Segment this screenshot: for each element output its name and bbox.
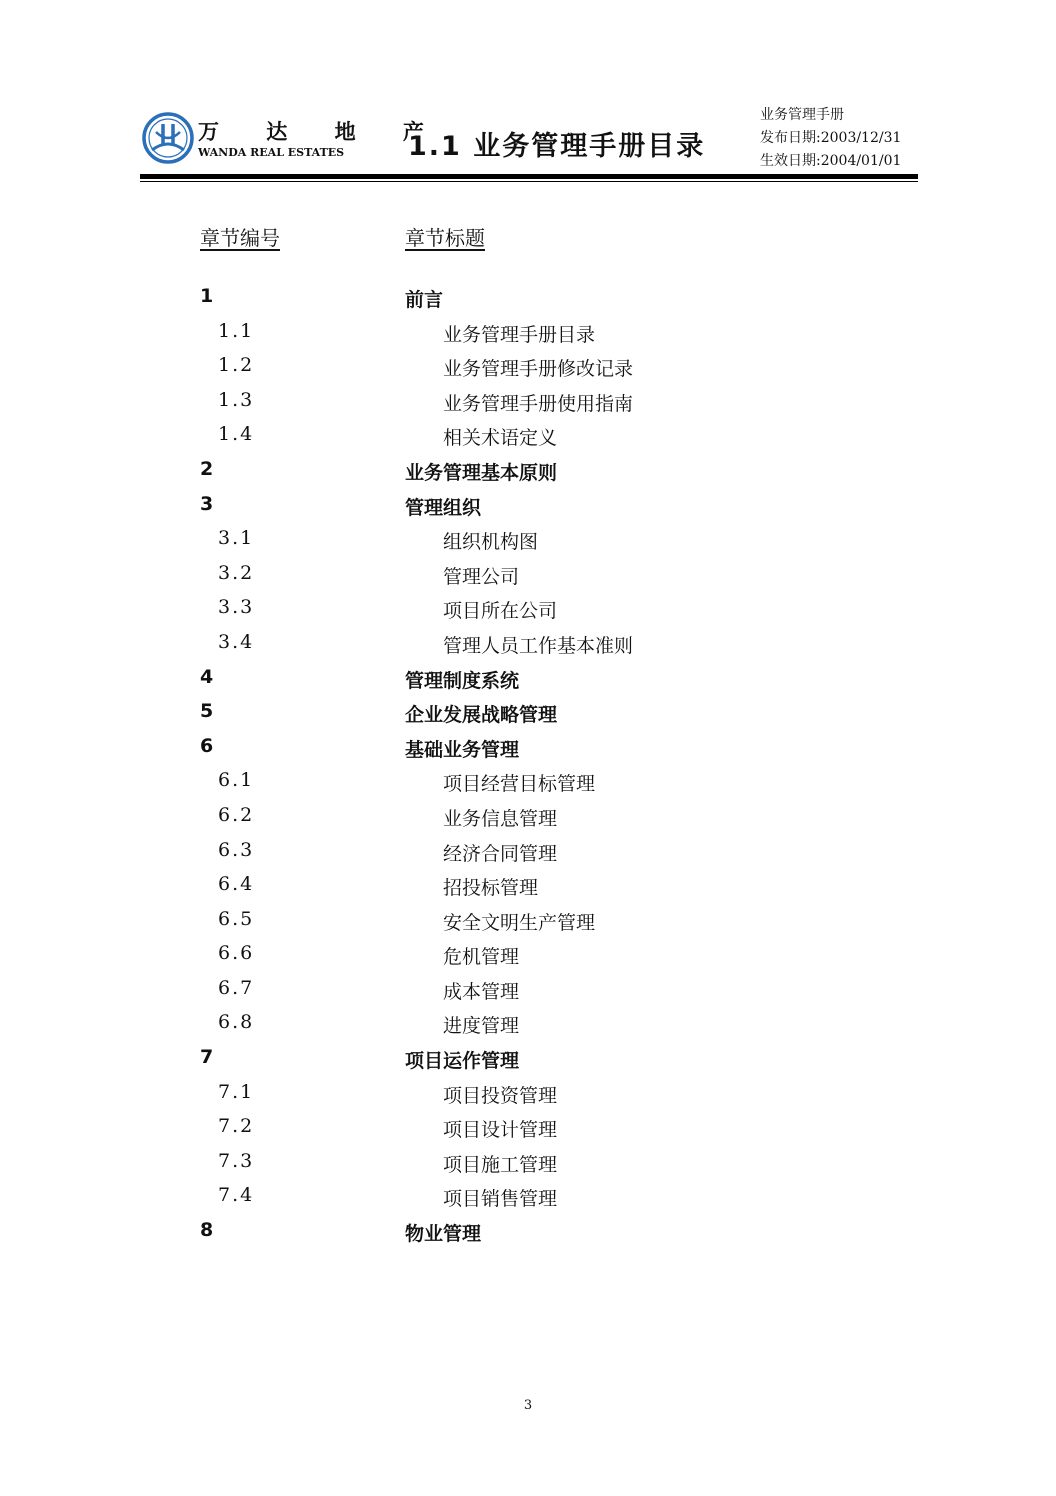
toc-entry-title: 项目施工管理: [443, 1153, 558, 1176]
column-header-number: 章节编号: [200, 226, 280, 250]
logo-name-cn: 万 达 地 产: [198, 120, 444, 144]
toc-entry-number: 3.2: [218, 561, 255, 584]
toc-entry-number: 3: [200, 492, 214, 515]
toc-entry-title: 管理制度系统: [405, 669, 520, 692]
toc-entry-title: 招投标管理: [443, 877, 539, 900]
toc-section-row: [0, 1009, 1056, 1044]
toc-section-row: [0, 802, 1056, 837]
toc-section-row: [0, 1079, 1056, 1114]
publish-date: 发布日期:2003/12/31: [760, 130, 902, 146]
toc-chapter-row: [0, 1217, 1056, 1252]
toc-section-row: [0, 1182, 1056, 1217]
toc-entry-number: 6.7: [218, 976, 255, 999]
toc-section-row: [0, 1148, 1056, 1183]
toc-entry-number: 6.2: [218, 803, 255, 826]
toc-entry-number: 3.3: [218, 596, 255, 619]
page-number: 3: [523, 1398, 533, 1413]
toc-entry-number: 6.6: [218, 942, 255, 965]
toc-chapter-row: [0, 283, 1056, 318]
toc-entry-number: 6.3: [218, 838, 255, 861]
page-title: 1.1 业务管理手册目录: [408, 131, 706, 162]
toc-chapter-row: [0, 1044, 1056, 1079]
toc-section-row: [0, 767, 1056, 802]
manual-name: 业务管理手册: [760, 107, 844, 123]
wanda-logo-icon: [142, 112, 194, 164]
toc-entry-number: 4: [200, 665, 214, 688]
toc-entry-title: 项目所在公司: [443, 600, 558, 623]
toc-entry-title: 相关术语定义: [443, 427, 558, 450]
toc-entry-title: 前言: [405, 289, 444, 311]
toc-section-row: [0, 560, 1056, 595]
toc-entry-title: 业务管理基本原则: [405, 461, 558, 484]
logo-name-en: WANDA REAL ESTATES: [198, 146, 345, 159]
toc-entry-title: 项目投资管理: [443, 1084, 558, 1107]
toc-section-row: [0, 837, 1056, 872]
toc-section-row: [0, 594, 1056, 629]
toc-entry-number: 7.2: [218, 1115, 255, 1138]
toc-section-row: [0, 352, 1056, 387]
toc-entry-title: 危机管理: [443, 946, 520, 969]
toc-entry-title: 业务信息管理: [443, 807, 558, 830]
toc-entry-number: 7.4: [218, 1184, 255, 1207]
toc-entry-title: 企业发展战略管理: [405, 704, 558, 727]
effective-date: 生效日期:2004/01/01: [760, 153, 902, 169]
toc-section-row: [0, 525, 1056, 560]
toc-entry-number: 6.1: [218, 769, 255, 792]
company-logo: [142, 112, 444, 168]
toc-entry-title: 管理组织: [405, 496, 482, 519]
toc-entry-title: 业务管理手册使用指南: [443, 392, 634, 415]
toc-section-row: [0, 1113, 1056, 1148]
toc-entry-number: 1.3: [218, 388, 255, 411]
toc-entry-number: 1.2: [218, 354, 255, 377]
header-rule-thin: [140, 181, 918, 182]
toc-entry-number: 1.4: [218, 423, 255, 446]
column-header-title: 章节标题: [405, 226, 485, 250]
toc-entry-number: 6.5: [218, 907, 255, 930]
toc-chapter-row: [0, 491, 1056, 526]
toc-entry-number: 3.4: [218, 630, 255, 653]
toc-entry-title: 业务管理手册修改记录: [443, 358, 634, 381]
toc-entry-title: 管理公司: [443, 565, 520, 588]
toc-entry-title: 管理人员工作基本准则: [443, 634, 634, 657]
toc-entry-title: 项目运作管理: [405, 1050, 520, 1073]
toc-section-row: [0, 871, 1056, 906]
toc-entry-title: 业务管理手册目录: [443, 323, 596, 346]
toc-entry-title: 物业管理: [405, 1223, 482, 1246]
table-of-contents: [0, 283, 1056, 1252]
toc-chapter-row: [0, 698, 1056, 733]
toc-entry-title: 项目经营目标管理: [443, 773, 596, 796]
toc-section-row: [0, 629, 1056, 664]
toc-entry-number: 6: [200, 734, 214, 757]
toc-section-row: [0, 975, 1056, 1010]
toc-entry-title: 安全文明生产管理: [443, 911, 596, 934]
toc-entry-number: 7.3: [218, 1149, 255, 1172]
toc-entry-number: 5: [200, 700, 214, 723]
toc-entry-title: 经济合同管理: [443, 842, 558, 865]
toc-section-row: [0, 906, 1056, 941]
toc-entry-number: 3.1: [218, 527, 255, 550]
toc-section-row: [0, 318, 1056, 353]
toc-entry-title: 成本管理: [443, 980, 520, 1003]
toc-entry-title: 组织机构图: [443, 531, 539, 554]
toc-entry-title: 进度管理: [443, 1015, 520, 1038]
toc-section-row: [0, 387, 1056, 422]
toc-entry-title: 基础业务管理: [405, 738, 520, 761]
document-meta: [760, 104, 901, 173]
toc-entry-number: 2: [200, 457, 214, 480]
toc-entry-number: 7: [200, 1046, 214, 1069]
toc-entry-number: 6.8: [218, 1011, 255, 1034]
toc-section-row: [0, 421, 1056, 456]
toc-entry-number: 1: [200, 285, 214, 307]
toc-entry-number: 1.1: [218, 319, 255, 342]
toc-entry-number: 6.4: [218, 873, 255, 896]
page-header: [0, 0, 1056, 190]
toc-entry-title: 项目设计管理: [443, 1119, 558, 1142]
toc-section-row: [0, 940, 1056, 975]
toc-chapter-row: [0, 456, 1056, 491]
toc-chapter-row: [0, 733, 1056, 768]
toc-entry-number: 8: [200, 1219, 214, 1242]
header-rule-thick: [140, 174, 918, 179]
toc-chapter-row: [0, 664, 1056, 699]
toc-entry-number: 7.1: [218, 1080, 255, 1103]
toc-entry-title: 项目销售管理: [443, 1188, 558, 1211]
